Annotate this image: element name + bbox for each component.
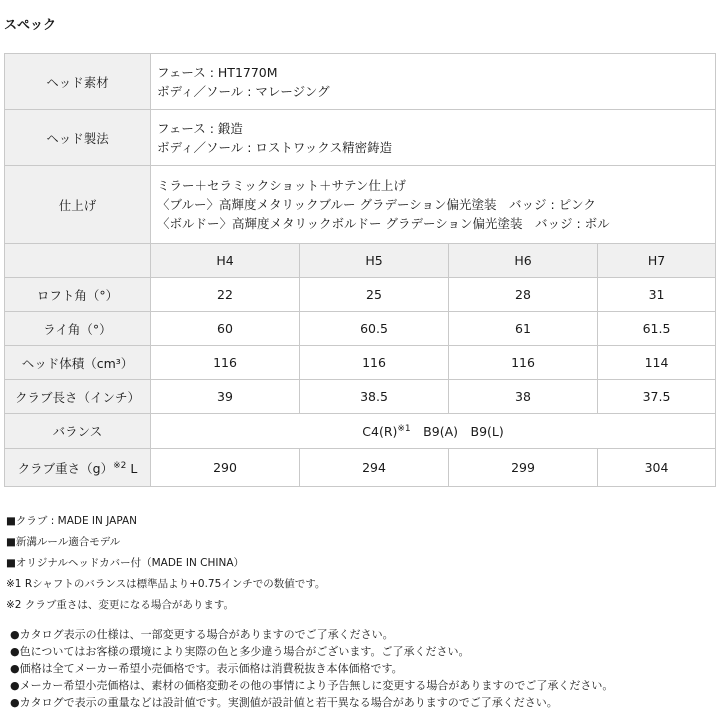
note-item: ■クラブ : MADE IN JAPAN [6,515,138,527]
weight-footnote-mark: ※2 [113,460,127,471]
cell-value: 116 [449,346,598,380]
cell-value: 28 [449,278,598,312]
row-lie [5,312,716,346]
balance-value-rest: B9(A) B9(L) [410,424,504,439]
disclaimer-item: ●メーカー希望小売価格は、素材の価格変動その他の事情により予告無しに変更する場合がありますのでご了承ください。 [10,679,614,692]
cell-value: 61 [449,312,598,346]
model-header: H4 [151,244,300,278]
cell-value: 38 [449,380,598,414]
cell-value: 31 [598,278,716,312]
cell-value: 294 [300,449,449,487]
header-blank-cell [5,244,151,278]
cell-value: 25 [300,278,449,312]
balance-value [151,414,716,449]
label-volume: ヘッド体積（cm³） [5,346,151,380]
value-line: 〈ボルドー〉高輝度メタリックボルドー グラデーション偏光塗装 バッジ : ボル [157,216,610,231]
cell-value: 304 [598,449,716,487]
model-header: H7 [598,244,716,278]
label-finish: 仕上げ [5,166,151,244]
disclaimer-list [10,626,613,711]
disclaimer-item: ●カタログ表示の仕様は、一部変更する場合がありますのでご了承ください。 [10,628,394,641]
label-lie: ライ角（°） [5,312,151,346]
value-line: ミラー＋セラミックショット＋サテン仕上げ [157,178,406,193]
label-head-material: ヘッド素材 [5,54,151,110]
row-weight [5,449,716,487]
row-finish [5,166,716,244]
balance-value-main: C4(R) [362,424,398,439]
weight-label-suffix: L [126,460,138,476]
row-models [5,244,716,278]
cell-value: 116 [300,346,449,380]
cell-value: 116 [151,346,300,380]
cell-value: 22 [151,278,300,312]
cell-value: 39 [151,380,300,414]
disclaimer-item: ●カタログで表示の重量などは設計値です。実測値が設計値と若干異なる場合がありますのでご了承ください。 [10,696,558,709]
value-line: 〈ブルー〉高輝度メタリックブルー グラデーション偏光塗装 バッジ : ピンク [157,197,596,212]
cell-value: 299 [449,449,598,487]
label-loft: ロフト角（°） [5,278,151,312]
row-volume [5,346,716,380]
value-head-material [151,54,716,110]
value-line: フェース : HT1770M [157,64,278,80]
value-line: ボディ／ソール : マレージング [157,83,330,99]
cell-value: 37.5 [598,380,716,414]
label-head-process: ヘッド製法 [5,110,151,166]
spec-table [4,53,716,487]
label-balance: バランス [5,414,151,449]
label-length: クラブ長さ（インチ） [5,380,151,414]
disclaimer-item: ●色についてはお客様の環境により実際の色と多少違う場合がございます。ご了承ください。 [10,645,470,658]
section-title: スペック [4,18,57,33]
cell-value: 60.5 [300,312,449,346]
value-finish [151,166,716,244]
weight-label-main: クラブ重さ（g） [17,460,114,476]
row-head-material [5,54,716,110]
note-item: ■新溝ルール適合モデル [6,536,121,548]
balance-footnote-mark: ※1 [397,423,411,434]
model-header: H5 [300,244,449,278]
note-item: ※2 クラブ重さは、変更になる場合があります。 [6,599,234,611]
cell-value: 61.5 [598,312,716,346]
disclaimer-item: ●価格は全てメーカー希望小売価格です。表示価格は消費税抜き本体価格です。 [10,662,403,675]
cell-value: 60 [151,312,300,346]
note-item: ※1 Rシャフトのバランスは標準品より+0.75インチでの数値です。 [6,578,326,590]
note-item: ■オリジナルヘッドカバー付（MADE IN CHINA） [6,557,245,569]
row-head-process [5,110,716,166]
cell-value: 114 [598,346,716,380]
value-line: フェース : 鍛造 [157,120,243,136]
model-header: H6 [449,244,598,278]
label-weight [5,449,151,487]
row-loft [5,278,716,312]
row-balance [5,414,716,449]
cell-value: 38.5 [300,380,449,414]
value-line: ボディ／ソール : ロストワックス精密鋳造 [157,139,393,155]
cell-value: 290 [151,449,300,487]
row-length [5,380,716,414]
value-head-process [151,110,716,166]
notes-list [6,511,325,616]
